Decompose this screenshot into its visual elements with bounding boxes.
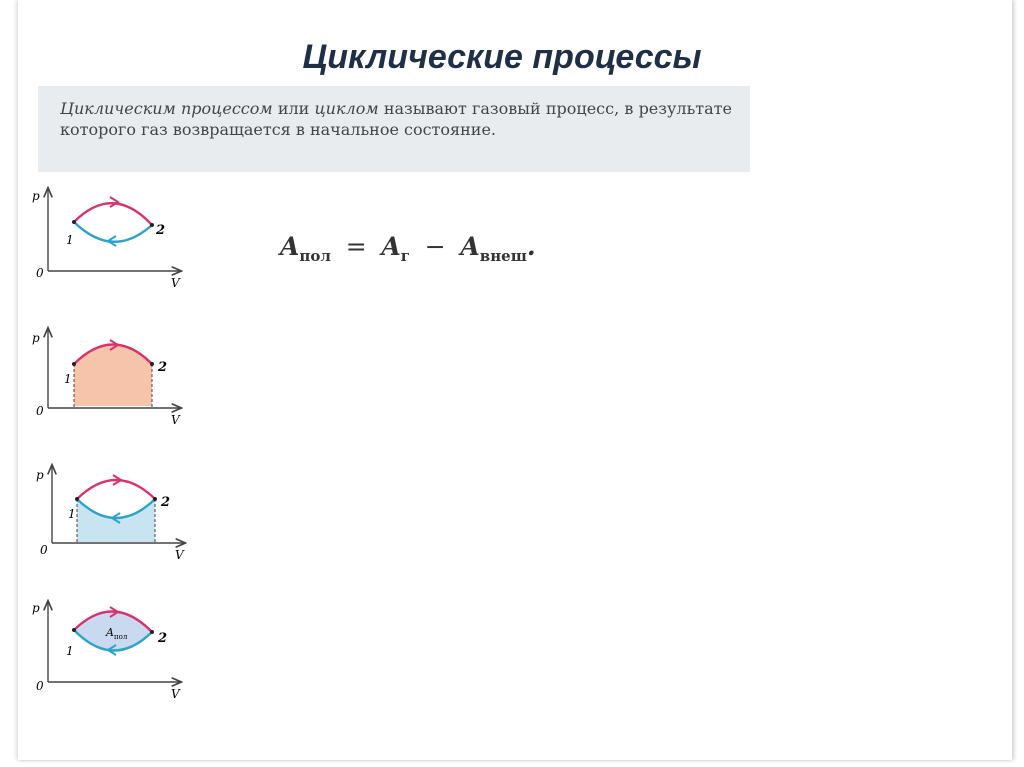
page-title: Циклические процессы: [302, 38, 702, 76]
area-label: $A_{пол}$: [106, 626, 128, 641]
point-1: [75, 497, 79, 501]
upper-curve: [74, 203, 152, 225]
formula-sub-g: г: [400, 247, 410, 265]
point-1: [72, 220, 76, 224]
formula-equals: =: [345, 232, 367, 261]
definition-term-2: циклом: [314, 99, 379, 118]
area-label-sub: пол: [113, 633, 128, 641]
axis-label-v: V: [175, 548, 184, 562]
axis-label-p: p: [32, 189, 40, 203]
axis-label-p: p: [36, 468, 44, 482]
formula-a3: A: [460, 232, 480, 261]
origin-label: 0: [36, 404, 44, 418]
origin-label: 0: [36, 266, 44, 280]
work-formula: [280, 232, 536, 265]
formula-sub-pol: пол: [299, 247, 331, 265]
formula-minus: −: [424, 232, 446, 261]
point-label-1: 1: [68, 507, 76, 521]
formula-period: .: [526, 232, 536, 261]
point-2: [150, 223, 154, 227]
point-2: [150, 630, 154, 634]
definition-term-1: Циклическим процессом: [60, 99, 273, 118]
definition-text: [60, 98, 732, 140]
gas-work-area: [74, 364, 152, 406]
point-label-2: 2: [156, 223, 166, 238]
point-label-2: 2: [161, 495, 171, 510]
axis-label-v: V: [171, 276, 180, 290]
pv-diagram-net-work: [28, 598, 198, 708]
formula-a1: A: [280, 232, 300, 261]
point-2: [150, 362, 154, 366]
axis-label-v: V: [171, 413, 180, 427]
formula-sub-vnesh: внеш: [479, 247, 527, 265]
definition-conj: или: [272, 99, 315, 118]
pv-diagram-external-work: [28, 462, 198, 572]
point-label-2: 2: [158, 631, 168, 646]
pv-diagram-gas-work: [28, 325, 198, 435]
point-2: [153, 497, 157, 501]
origin-label: 0: [40, 543, 48, 557]
origin-label: 0: [36, 679, 44, 693]
point-label-1: 1: [66, 644, 74, 658]
slide: [18, 0, 1012, 760]
definition-box: [38, 86, 750, 172]
definition-rest: называют газовый процесс, в результате которого газ возвращается в начальное состояние.: [60, 99, 733, 139]
axis-label-v: V: [171, 687, 180, 701]
point-1: [72, 628, 76, 632]
point-label-2: 2: [158, 360, 168, 375]
point-label-1: 1: [66, 233, 74, 247]
pv-diagram-cycle: [28, 185, 198, 295]
axis-label-p: p: [32, 331, 40, 345]
upper-arrow-icon: [110, 197, 118, 207]
point-label-1: 1: [64, 372, 72, 386]
formula-a2: A: [381, 232, 401, 261]
point-1: [72, 362, 76, 366]
axis-label-p: p: [32, 601, 40, 615]
